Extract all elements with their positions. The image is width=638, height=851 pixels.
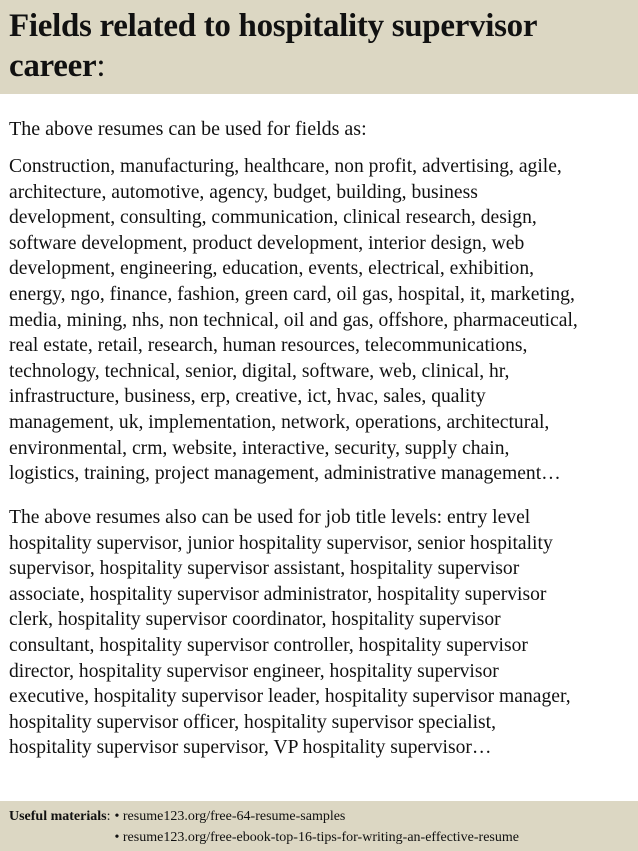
title-colon: :: [96, 48, 106, 84]
text-line: consultant, hospitality supervisor controller, hospitality supervisor: [9, 634, 528, 656]
title-line-2: [9, 46, 537, 86]
text-line: supervisor, hospitality supervisor assistant, hospitality supervisor: [9, 558, 520, 580]
text-line: architecture, automotive, agency, budget, building, business: [9, 181, 478, 203]
text-line: hospitality supervisor officer, hospitality supervisor specialist,: [9, 711, 496, 733]
text-line: hospitality supervisor, junior hospitality supervisor, senior hospitality: [9, 532, 553, 554]
text-line: development, engineering, education, events, electrical, exhibition,: [9, 258, 535, 280]
text-line: executive, hospitality supervisor leader, hospitality supervisor manager,: [9, 686, 571, 708]
header-band: [0, 0, 638, 94]
job-titles-paragraph: [9, 505, 571, 761]
intro-text: The above resumes can be used for fields as:: [9, 118, 367, 140]
text-line: clerk, hospitality supervisor coordinator, hospitality supervisor: [9, 609, 501, 631]
text-line: logistics, training, project management, administrative management…: [9, 463, 561, 485]
text-line: technology, technical, senior, digital, software, web, clinical, hr,: [9, 360, 510, 382]
label-text: Useful materials: [9, 809, 107, 824]
footer-band: [0, 801, 638, 851]
title-word: career: [9, 48, 97, 84]
text-line: infrastructure, business, erp, creative, ict, hvac, sales, quality: [9, 386, 486, 408]
text-line: management, uk, implementation, network, operations, architectural,: [9, 411, 550, 433]
text-line: media, mining, nhs, non technical, oil and gas, offshore, pharmaceutical,: [9, 309, 578, 331]
text-line: The above resumes also can be used for job title levels: entry level: [9, 507, 531, 528]
text-line: director, hospitality supervisor engineer, hospitality supervisor: [9, 660, 499, 682]
ebook-tips-link[interactable]: • resume123.org/free-ebook-top-16-tips-for-writing-an-effective-resume: [114, 830, 519, 845]
text-line: energy, ngo, finance, fashion, green card, oil gas, hospital, it, marketing,: [9, 283, 575, 305]
text-line: hospitality supervisor supervisor, VP hospitality supervisor…: [9, 737, 492, 759]
text-line: real estate, retail, research, human resources, telecommunications,: [9, 335, 528, 357]
page-title: [9, 6, 537, 86]
resume-samples-link[interactable]: • resume123.org/free-64-resume-samples: [114, 809, 346, 824]
text-line: Construction, manufacturing, healthcare, non profit, advertising, agile,: [9, 156, 562, 177]
text-line: software development, product development, interior design, web: [9, 232, 525, 254]
useful-materials: [9, 808, 519, 846]
text-line: associate, hospitality supervisor administrator, hospitality supervisor: [9, 583, 547, 605]
fields-paragraph: [9, 154, 578, 487]
text-line: environmental, crm, website, interactive, security, supply chain,: [9, 437, 510, 459]
text-line: development, consulting, communication, clinical research, design,: [9, 207, 537, 229]
title-line-1: Fields related to hospitality supervisor: [9, 8, 538, 44]
label-colon: :: [106, 809, 111, 824]
useful-materials-label: [9, 808, 110, 825]
